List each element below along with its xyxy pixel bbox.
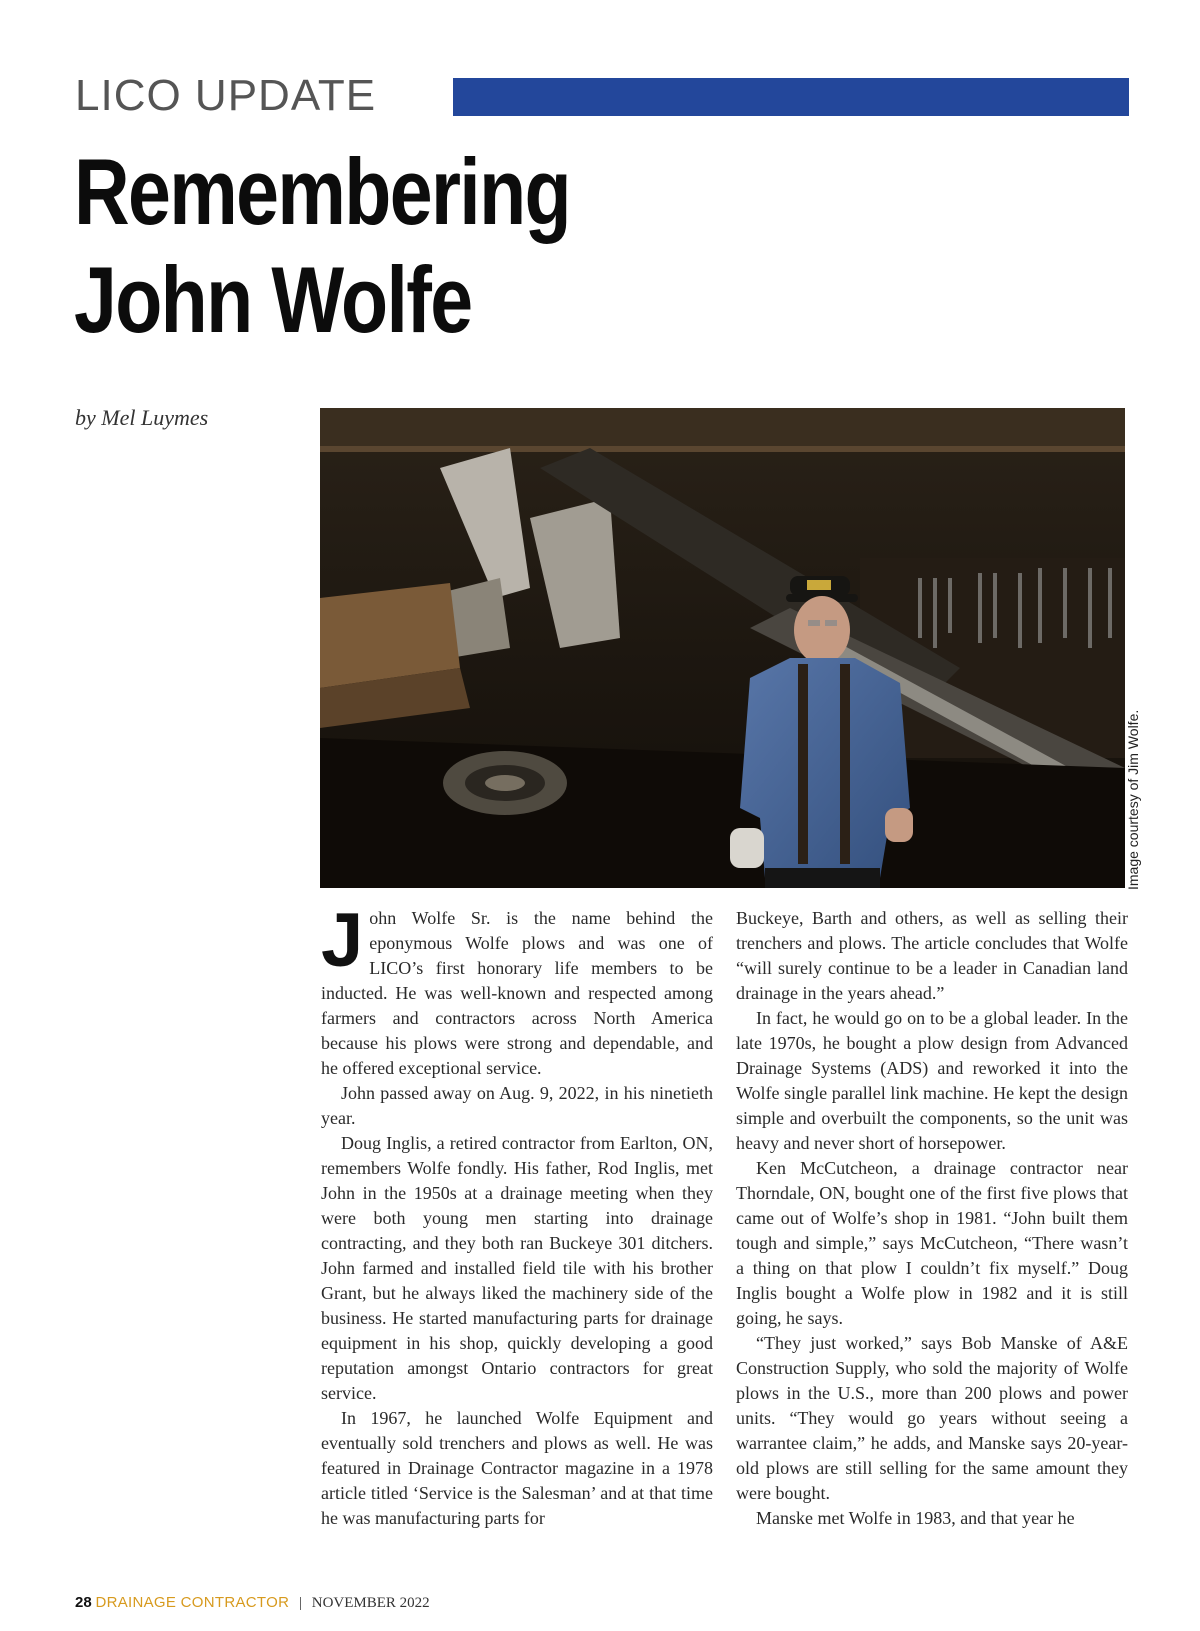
photo-credit: Image courtesy of Jim Wolfe. xyxy=(1125,709,1141,890)
page-footer xyxy=(75,1594,430,1612)
article-column-right xyxy=(736,906,1128,1531)
article-column-left xyxy=(321,898,713,1531)
section-header xyxy=(75,70,1130,120)
footer-separator: | xyxy=(298,1595,302,1611)
section-color-bar xyxy=(453,78,1129,116)
article-photo xyxy=(320,408,1125,888)
byline: by Mel Luymes xyxy=(75,405,209,430)
paragraph: Doug Inglis, a retired contractor from Earlton, ON, remembers Wolfe fondly. His father, Rod Inglis, met John in the 1950s at a drainage meeting when they were both young men starting into drainage contracting, and they both ran Buckeye 301 ditchers. John farmed and installed field tile with his brother Grant, but he always liked the machinery side of the business. He started manufacturing parts for drainage equipment in his shop, quickly developing a good reputation amongst Ontario contractors for great service. xyxy=(321,1133,713,1403)
paragraph xyxy=(321,898,713,1081)
workshop-photo-illustration xyxy=(320,408,1125,888)
magazine-name: DRAINAGE CONTRACTOR xyxy=(95,1594,290,1611)
paragraph: Buckeye, Barth and others, as well as selling their trenchers and plows. The article concludes that Wolfe “will surely continue to be a leader in Canadian land drainage in the years ahead.” xyxy=(736,908,1128,1003)
paragraph: In fact, he would go on to be a global leader. In the late 1970s, he bought a plow design from Advanced Drainage Systems (ADS) and reworked it into the Wolfe single parallel link machine. He kept the design simple and overbuilt the components, so the unit was heavy and never short of horsepower. xyxy=(736,1008,1128,1153)
section-label: LICO UPDATE xyxy=(75,71,377,120)
paragraph: Manske met Wolfe in 1983, and that year he xyxy=(756,1508,1075,1528)
headline-line-1: Remembering xyxy=(74,139,570,244)
paragraph-text: ohn Wolfe Sr. is the name behind the eponymous Wolfe plows and was one of LICO’s first honorary life members to be inducted. He was well-known and respected among farmers and contractors across North America because his plows were strong and dependable, and he offered exceptional service. xyxy=(321,908,713,1078)
issue-date: NOVEMBER 2022 xyxy=(311,1595,430,1611)
article-headline xyxy=(74,138,570,354)
headline-line-2: John Wolfe xyxy=(74,247,472,352)
page-number: 28 xyxy=(75,1594,92,1611)
paragraph: Ken McCutcheon, a drainage contractor near Thorndale, ON, bought one of the first five plows that came out of Wolfe’s shop in 1981. “John built them tough and simple,” says McCutcheon, “There wasn’t a thing on that plow I couldn’t fix myself.” Doug Inglis bought a Wolfe plow in 1982 and it is still going, he says. xyxy=(736,1158,1128,1328)
paragraph: In 1967, he launched Wolfe Equipment and eventually sold trenchers and plows as well. He was featured in Drainage Contractor magazine in a 1978 article titled ‘Service is the Salesman’ and at that time he was manufacturing parts for xyxy=(321,1408,713,1528)
drop-cap: J xyxy=(321,898,364,983)
paragraph: “They just worked,” says Bob Manske of A&E Construction Supply, who sold the majority of Wolfe plows in the U.S., more than 200 plows and power units. “They would go years without seeing a warrantee claim,” he adds, and Manske says 20-year-old plows are still selling for the same amount they were bought. xyxy=(736,1333,1128,1503)
paragraph: John passed away on Aug. 9, 2022, in his ninetieth year. xyxy=(321,1083,713,1128)
